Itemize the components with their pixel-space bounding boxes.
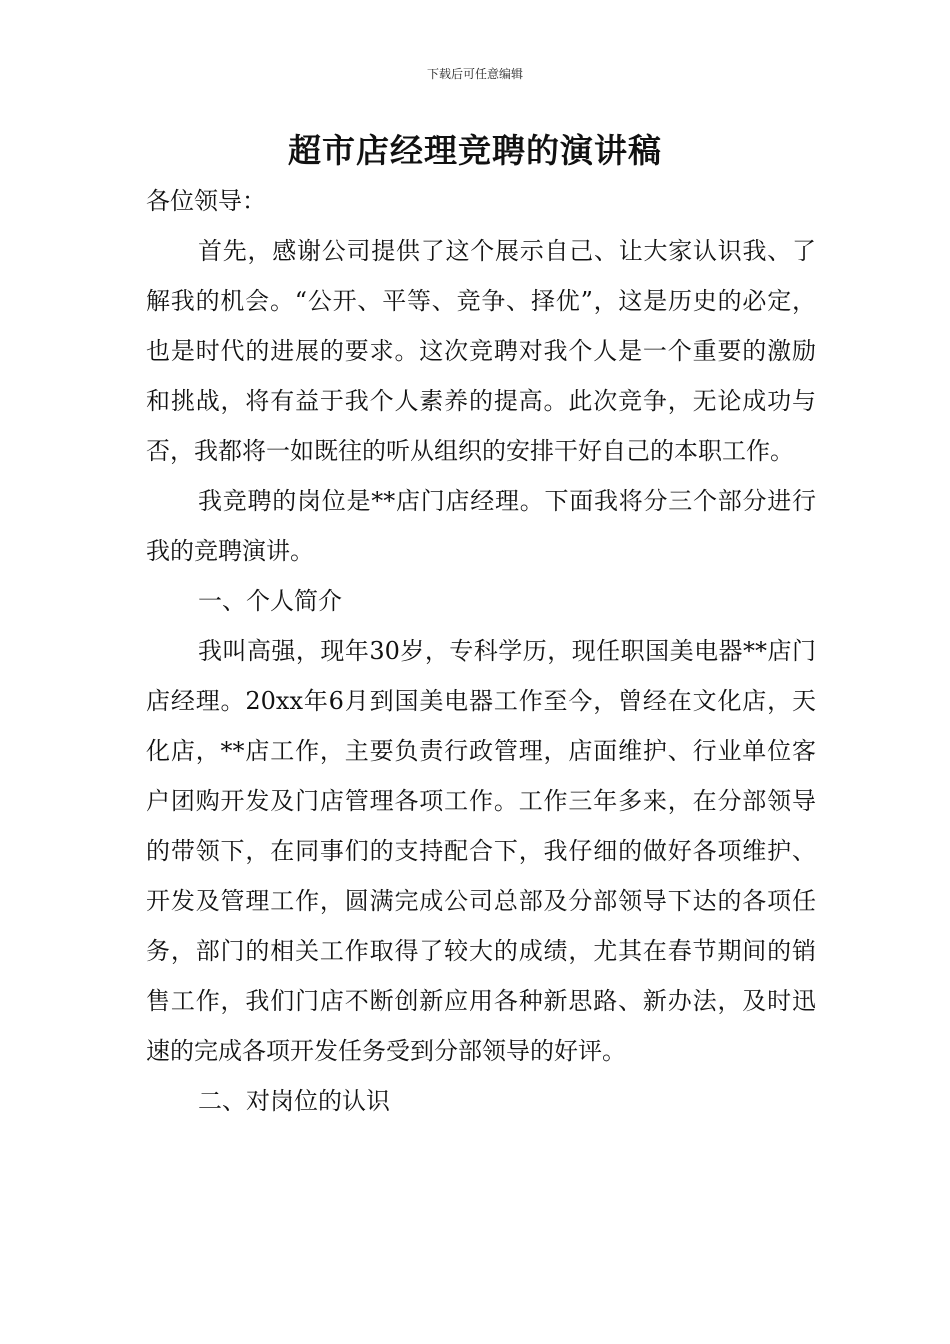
document-body (146, 176, 816, 1126)
header-note: 下载后可任意编辑 (426, 67, 523, 81)
salutation: 各位领导： (146, 187, 266, 215)
paragraph-intro: 首先，感谢公司提供了这个展示自己、让大家认识我、了解我的机会。“公开、平等、竞争、择优”，这是历史的必定，也是时代的进展的要求。这次竞聘对我个人是一个重要的激励和挑战，将有益于我个人素养的提高。此次竞争，无论成功与否，我都将一如既往的听从组织的安排干好自己的本职工作。 (146, 237, 816, 465)
paragraph-profile: 我叫高强，现年30岁，专科学历，现任职国美电器**店门店经理。20xx年6月到国美电器工作至今，曾经在文化店，天化店，**店工作，主要负责行政管理，店面维护、行业单位客户团购开发及门店管理各项工作。工作三年多来，在分部领导的带领下，在同事们的支持配合下，我仔细的做好各项维护、开发及管理工作，圆满完成公司总部及分部领导下达的各项任务，部门的相关工作取得了较大的成绩，尤其在春节期间的销售工作，我们门店不断创新应用各种新思路、新办法，及时迅速的完成各项开发任务受到分部领导的好评。 (146, 637, 816, 1065)
document-title: 超市店经理竞聘的演讲稿 (288, 131, 662, 170)
paragraph-position: 我竞聘的岗位是**店门店经理。下面我将分三个部分进行我的竞聘演讲。 (146, 487, 816, 565)
section-heading-role: 二、对岗位的认识 (198, 1087, 390, 1115)
section-heading-profile: 一、个人简介 (198, 587, 342, 615)
